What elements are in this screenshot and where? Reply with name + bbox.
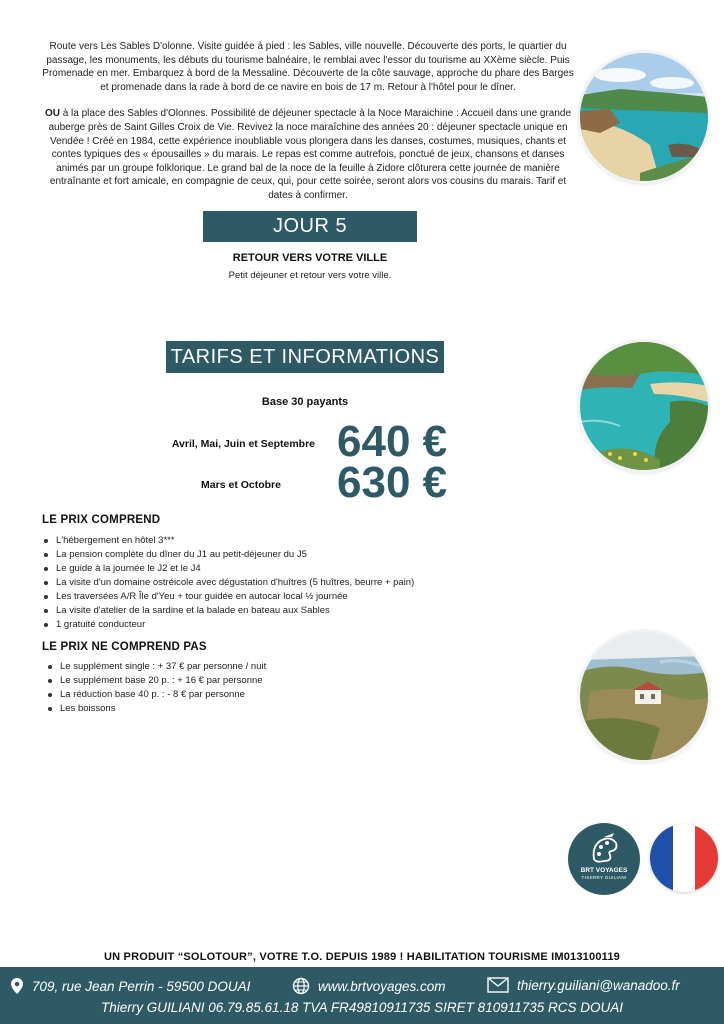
flag-blue-stripe	[650, 824, 673, 892]
list-item: L'hébergement en hôtel 3***	[42, 534, 562, 548]
footer-contact-row	[0, 977, 724, 997]
french-flag	[650, 824, 718, 892]
intro-paragraph-2-body: à la place des Sables d'Olonnes. Possibilité de déjeuner spectacle à la Noce Maraichine : Accueil dans une grande auberge près de Saint Gilles Croix de Vie. Revivez la noce maraîchine des années 20 : déjeuner spectacle unique en Vendée ! Créé en 1984, cette expérience inoubliable vous plongera dans les danses, costumes, musiques, chants et contes typiques des « épousailles » du marais. Le repas est comme autrefois, ponctué de jeux, chansons et danses animés par un groupe folklorique. Le grand bal de la noce de la feuille à Zidore clôturera cette journée de manière entraînante et fort amicale, en compagnie de ceux, qui, pour cette soirée, seront alors vos cousins du marais. Tarif et dates à confirmer.	[48, 108, 572, 201]
list-item: Le supplément single : + 37 € par personne / nuit	[46, 660, 546, 674]
footer-website[interactable]	[292, 977, 446, 995]
day-5-title: RETOUR VERS VOTRE VILLE	[232, 252, 388, 264]
flag-red-stripe	[695, 824, 718, 892]
tarifs-band: TARIFS ET INFORMATIONS	[166, 341, 444, 373]
cove-illustration	[580, 342, 708, 470]
list-item: La réduction base 40 p. : - 8 € par personne	[46, 688, 546, 702]
price-label-autumn: Mars et Octobre	[201, 479, 281, 491]
logo-line-2: THIERRY GUILIANI	[581, 875, 627, 880]
intro-text	[38, 40, 578, 216]
list-item: La pension complète du dîner du J1 au petit-déjeuner du J5	[42, 548, 562, 562]
footer-legal: Thierry GUILIANI 06.79.85.61.18 TVA FR49810911735 SIRET 810911735 RCS DOUAI	[100, 1000, 624, 1015]
footer-address-text: 709, rue Jean Perrin - 59500 DOUAI	[32, 978, 251, 994]
footer-address	[10, 977, 250, 995]
list-item: 1 gratuité conducteur	[42, 618, 562, 632]
palette-plane-icon	[590, 833, 620, 865]
footer-website-link[interactable]: www.brtvoyages.com	[318, 978, 446, 994]
coast-photo-2	[580, 342, 708, 470]
brt-voyages-logo	[568, 823, 640, 895]
coast-beach-illustration	[580, 53, 708, 181]
includes-list	[42, 534, 562, 632]
list-item: Les boissons	[46, 702, 546, 716]
day-5-text: Petit déjeuner et retour vers votre ville.	[228, 270, 392, 281]
globe-icon	[292, 977, 310, 995]
coast-photo-1	[580, 53, 708, 181]
excludes-list	[46, 660, 546, 716]
footer-email[interactable]	[487, 977, 680, 993]
list-item: Les traversées A/R Île d'Yeu + tour guidée en autocar local ½ journée	[42, 590, 562, 604]
price-label-spring: Avril, Mai, Juin et Septembre	[171, 438, 315, 450]
location-pin-icon	[10, 977, 24, 995]
price-value-autumn: 630 €	[337, 458, 448, 507]
price-value-spring: 640 €	[337, 417, 448, 466]
flag-white-stripe	[673, 824, 696, 892]
logo-line-1: BRT VOYAGES	[580, 867, 628, 874]
footer	[0, 967, 724, 1024]
list-item: Le guide à la journée le J2 et le J4	[42, 562, 562, 576]
list-item: La visite d'un domaine ostréicole avec dégustation d'huîtres (5 huîtres, beurre + pain)	[42, 576, 562, 590]
list-item: Le supplément base 20 p. : + 16 € par personne	[46, 674, 546, 688]
intro-paragraph-2-lead: OU	[44, 108, 60, 120]
excludes-title: LE PRIX NE COMPREND PAS	[42, 641, 207, 653]
intro-paragraph-2	[38, 107, 578, 202]
list-item: La visite d'atelier de la sardine et la balade en bateau aux Sables	[42, 604, 562, 618]
includes-title: LE PRIX COMPREND	[42, 514, 161, 526]
product-line: UN PRODUIT “SOLOTOUR”, VOTRE T.O. DEPUIS 1989 ! HABILITATION TOURISME IM013100119	[104, 951, 620, 963]
headland-illustration	[580, 632, 708, 760]
envelope-icon	[487, 977, 509, 993]
footer-email-link[interactable]: thierry.guiliani@wanadoo.fr	[517, 977, 680, 993]
coast-photo-3	[580, 632, 708, 760]
intro-paragraph-1: Route vers Les Sables D'olonne. Visite guidée à pied : les Sables, ville nouvelle. Découverte des ports, le quartier du passage, les monuments, les débuts du tourisme balnéaire, le remblai avec l'essor du tourisme au XXème siècle. Puis Promenade en mer. Embarquez à bord de la Messaline. Découverte de la côte sauvage, approche du phare des Barges et promenade dans la rade à bord de ce navire en bois de 17 m. Retour à l'hôtel pour le dîner.	[42, 41, 574, 93]
day-5-band: JOUR 5	[203, 211, 417, 242]
base-label: Base 30 payants	[261, 396, 349, 408]
